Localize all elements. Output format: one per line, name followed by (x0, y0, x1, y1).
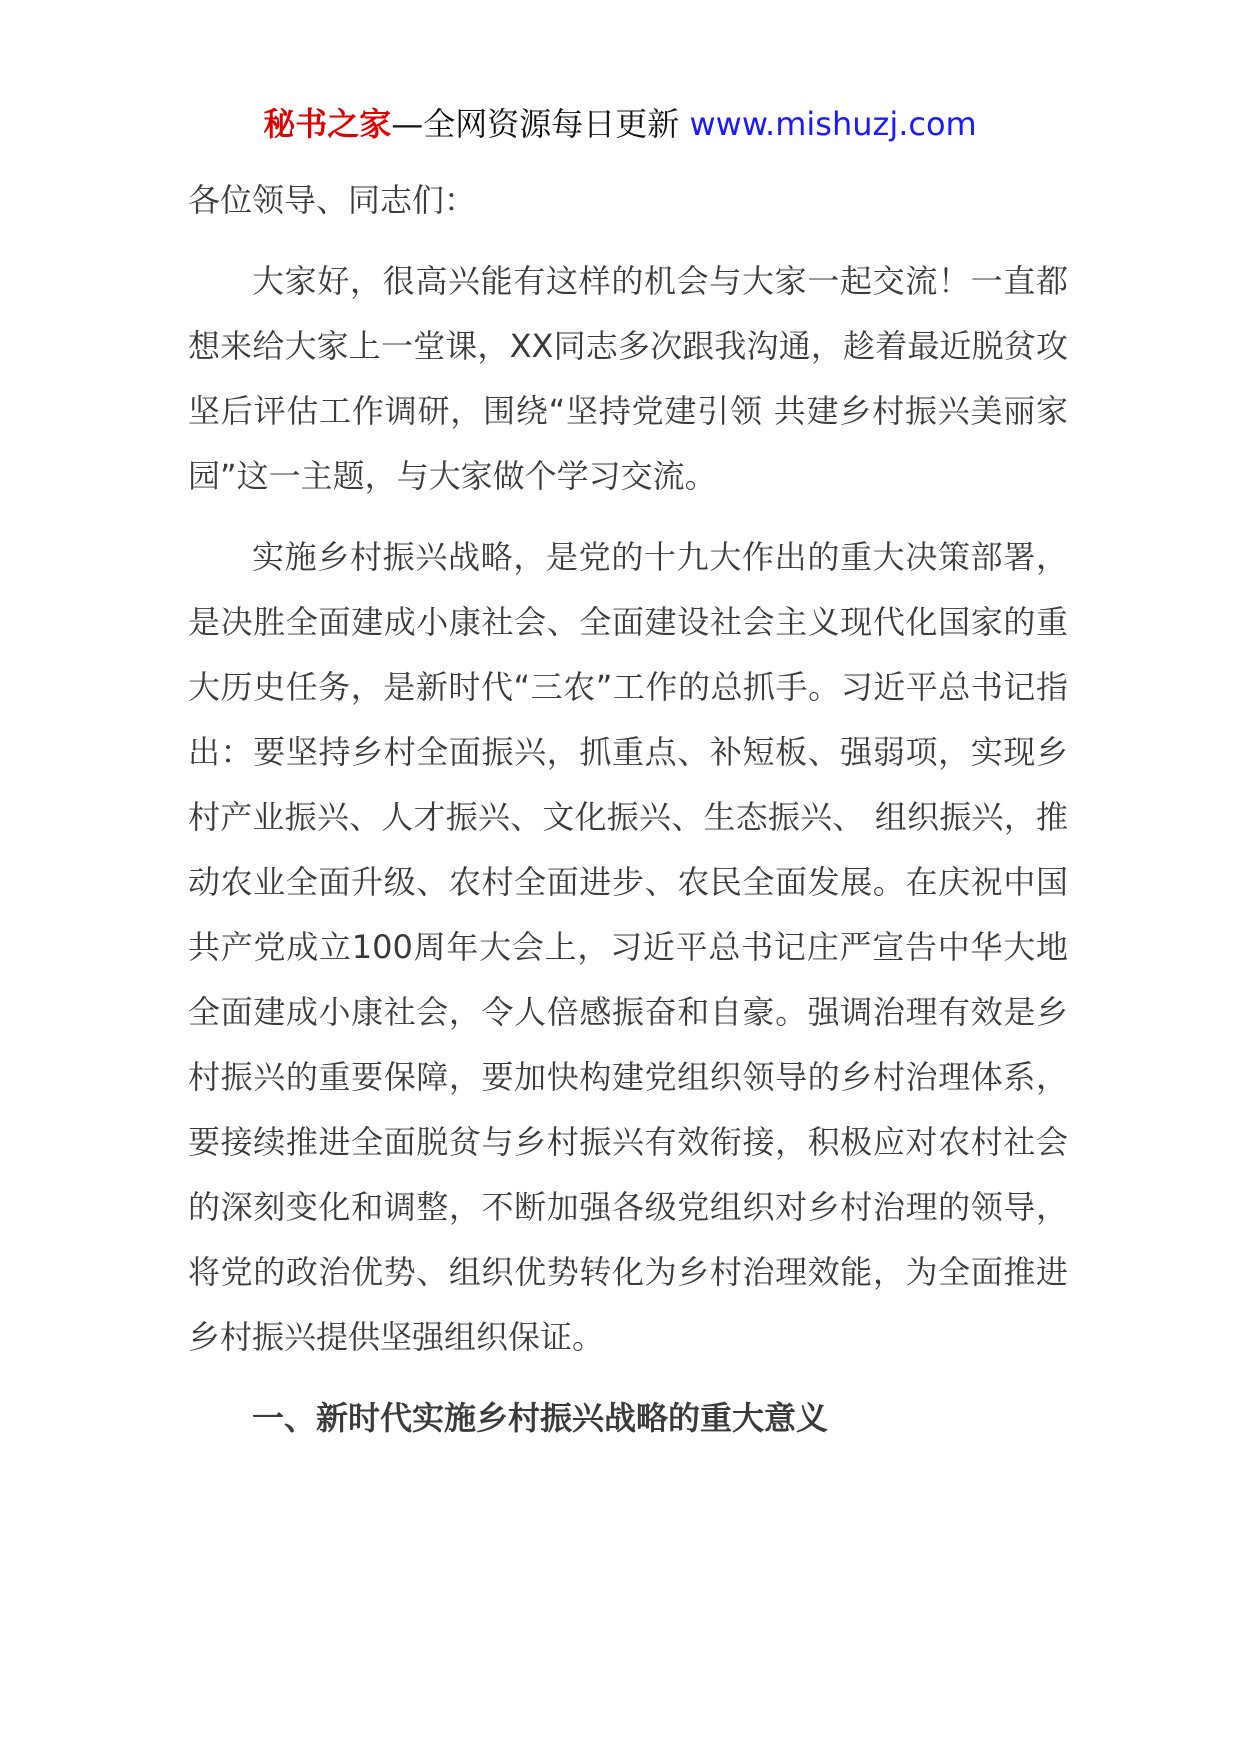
document-body (188, 168, 1068, 1451)
site-header (0, 102, 1240, 146)
paragraph-intro: 大家好，很高兴能有这样的机会与大家一起交流！一直都想来给大家上一堂课，XX同志多次跟我沟通，趁着最近脱贫攻坚后评估工作调研，围绕“坚持党建引领 共建乡村振兴美丽家园”这一主题，与大家做个学习交流。 (188, 262, 1068, 495)
greeting: 各位领导、同志们： (188, 181, 477, 219)
brand-name: 秘书之家 (263, 105, 392, 143)
site-url-link[interactable]: www.mishuzj.com (689, 105, 977, 143)
header-tagline: —全网资源每日更新 (391, 105, 680, 143)
paragraph-strategy: 实施乡村振兴战略，是党的十九大作出的重大决策部署，是决胜全面建成小康社会、全面建设社会主义现代化国家的重大历史任务，是新时代“三农”工作的总抓手。习近平总书记指出：要坚持乡村全面振兴，抓重点、补短板、强弱项，实现乡村产业振兴、人才振兴、文化振兴、生态振兴、 组织振兴，推动农业全面升级、农村全面进步、农民全面发展。在庆祝中国共产党成立100周年大会上，习近平总书记庄严宣告中华大地全面建成小康社会，令人倍感振奋和自豪。强调治理有效是乡村振兴的重要保障，要加快构建党组织领导的乡村治理体系，要接续推进全面脱贫与乡村振兴有效衔接，积极应对农村社会的深刻变化和调整，不断加强各级党组织对乡村治理的领导，将党的政治优势、组织优势转化为乡村治理效能，为全面推进乡村振兴提供坚强组织保证。 (188, 538, 1068, 1356)
section-heading: 一、新时代实施乡村振兴战略的重大意义 (252, 1399, 829, 1437)
